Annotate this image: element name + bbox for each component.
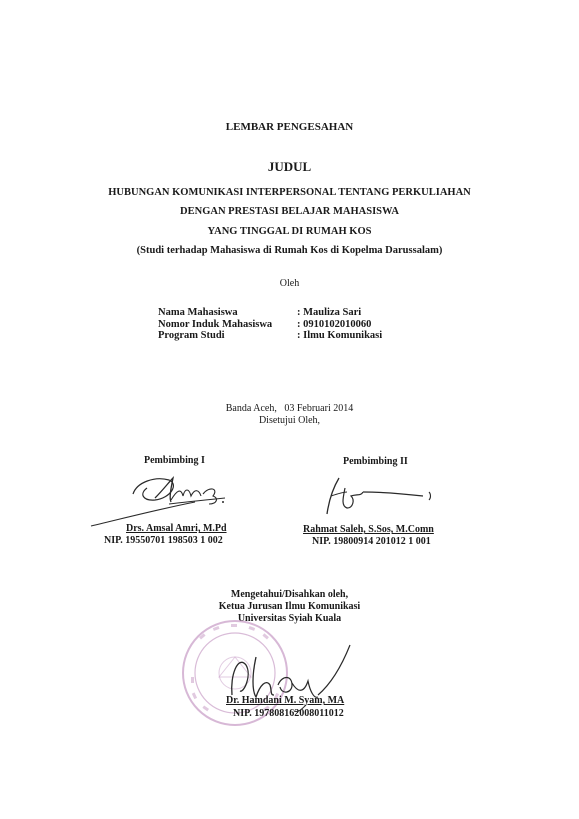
supervisor-2-title: Pembimbing II [343,456,408,467]
title-label: JUDUL [267,159,312,174]
supervisor-2-name: Rahmat Saleh, S.Sos, M.Comn [303,524,434,535]
student-info [158,307,382,342]
supervisor-1-signature [85,468,255,530]
acknowledgement-line-3: Universitas Syiah Kuala [237,613,342,624]
thesis-title-line-1: HUBUNGAN KOMUNIKASI INTERPERSONAL TENTANG PERKULIAHAN [108,187,471,198]
supervisor-2-signature [305,470,455,522]
study-program-value: : Ilmu Komunikasi [297,330,383,341]
student-name-value: : Mauliza Sari [297,307,362,318]
supervisor-2-nip: NIP. 19800914 201012 1 001 [312,536,431,547]
thesis-title-line-2: DENGAN PRESTASI BELAJAR MAHASISWA [180,206,399,217]
acknowledgement-line-1: Mengetahui/Disahkan oleh, [230,589,349,600]
thesis-subtitle: (Studi terhadap Mahasiswa di Rumah Kos di Kopelma Darussalam) [136,245,443,256]
student-info-row [158,307,382,319]
department-head-nip: NIP. 197808162008011012 [233,708,344,719]
student-id-label: Nomor Induk Mahasiswa [158,318,273,330]
student-info-row [158,319,382,331]
supervisor-1-nip: NIP. 19550701 198503 1 002 [104,535,223,546]
student-id-value: : 0910102010060 [297,318,372,330]
acknowledgement-line-2: Ketua Jurusan Ilmu Komunikasi [218,601,361,612]
department-head-name: Dr. Hamdani M. Syam, MA [226,695,345,706]
student-name-label: Nama Mahasiswa [158,307,238,318]
supervisor-1-name: Drs. Amsal Amri, M.Pd [126,523,227,534]
page-heading: LEMBAR PENGESAHAN [225,121,354,133]
supervisor-1-title: Pembimbing I [144,455,205,466]
by-label: Oleh [279,278,300,289]
study-program-label: Program Studi [158,330,225,341]
approved-by-label: Disetujui Oleh, [258,415,321,426]
place-date: Banda Aceh, 03 Februari 2014 [225,403,354,414]
thesis-title-line-3: YANG TINGGAL DI RUMAH KOS [207,226,372,237]
student-info-row [158,330,382,342]
